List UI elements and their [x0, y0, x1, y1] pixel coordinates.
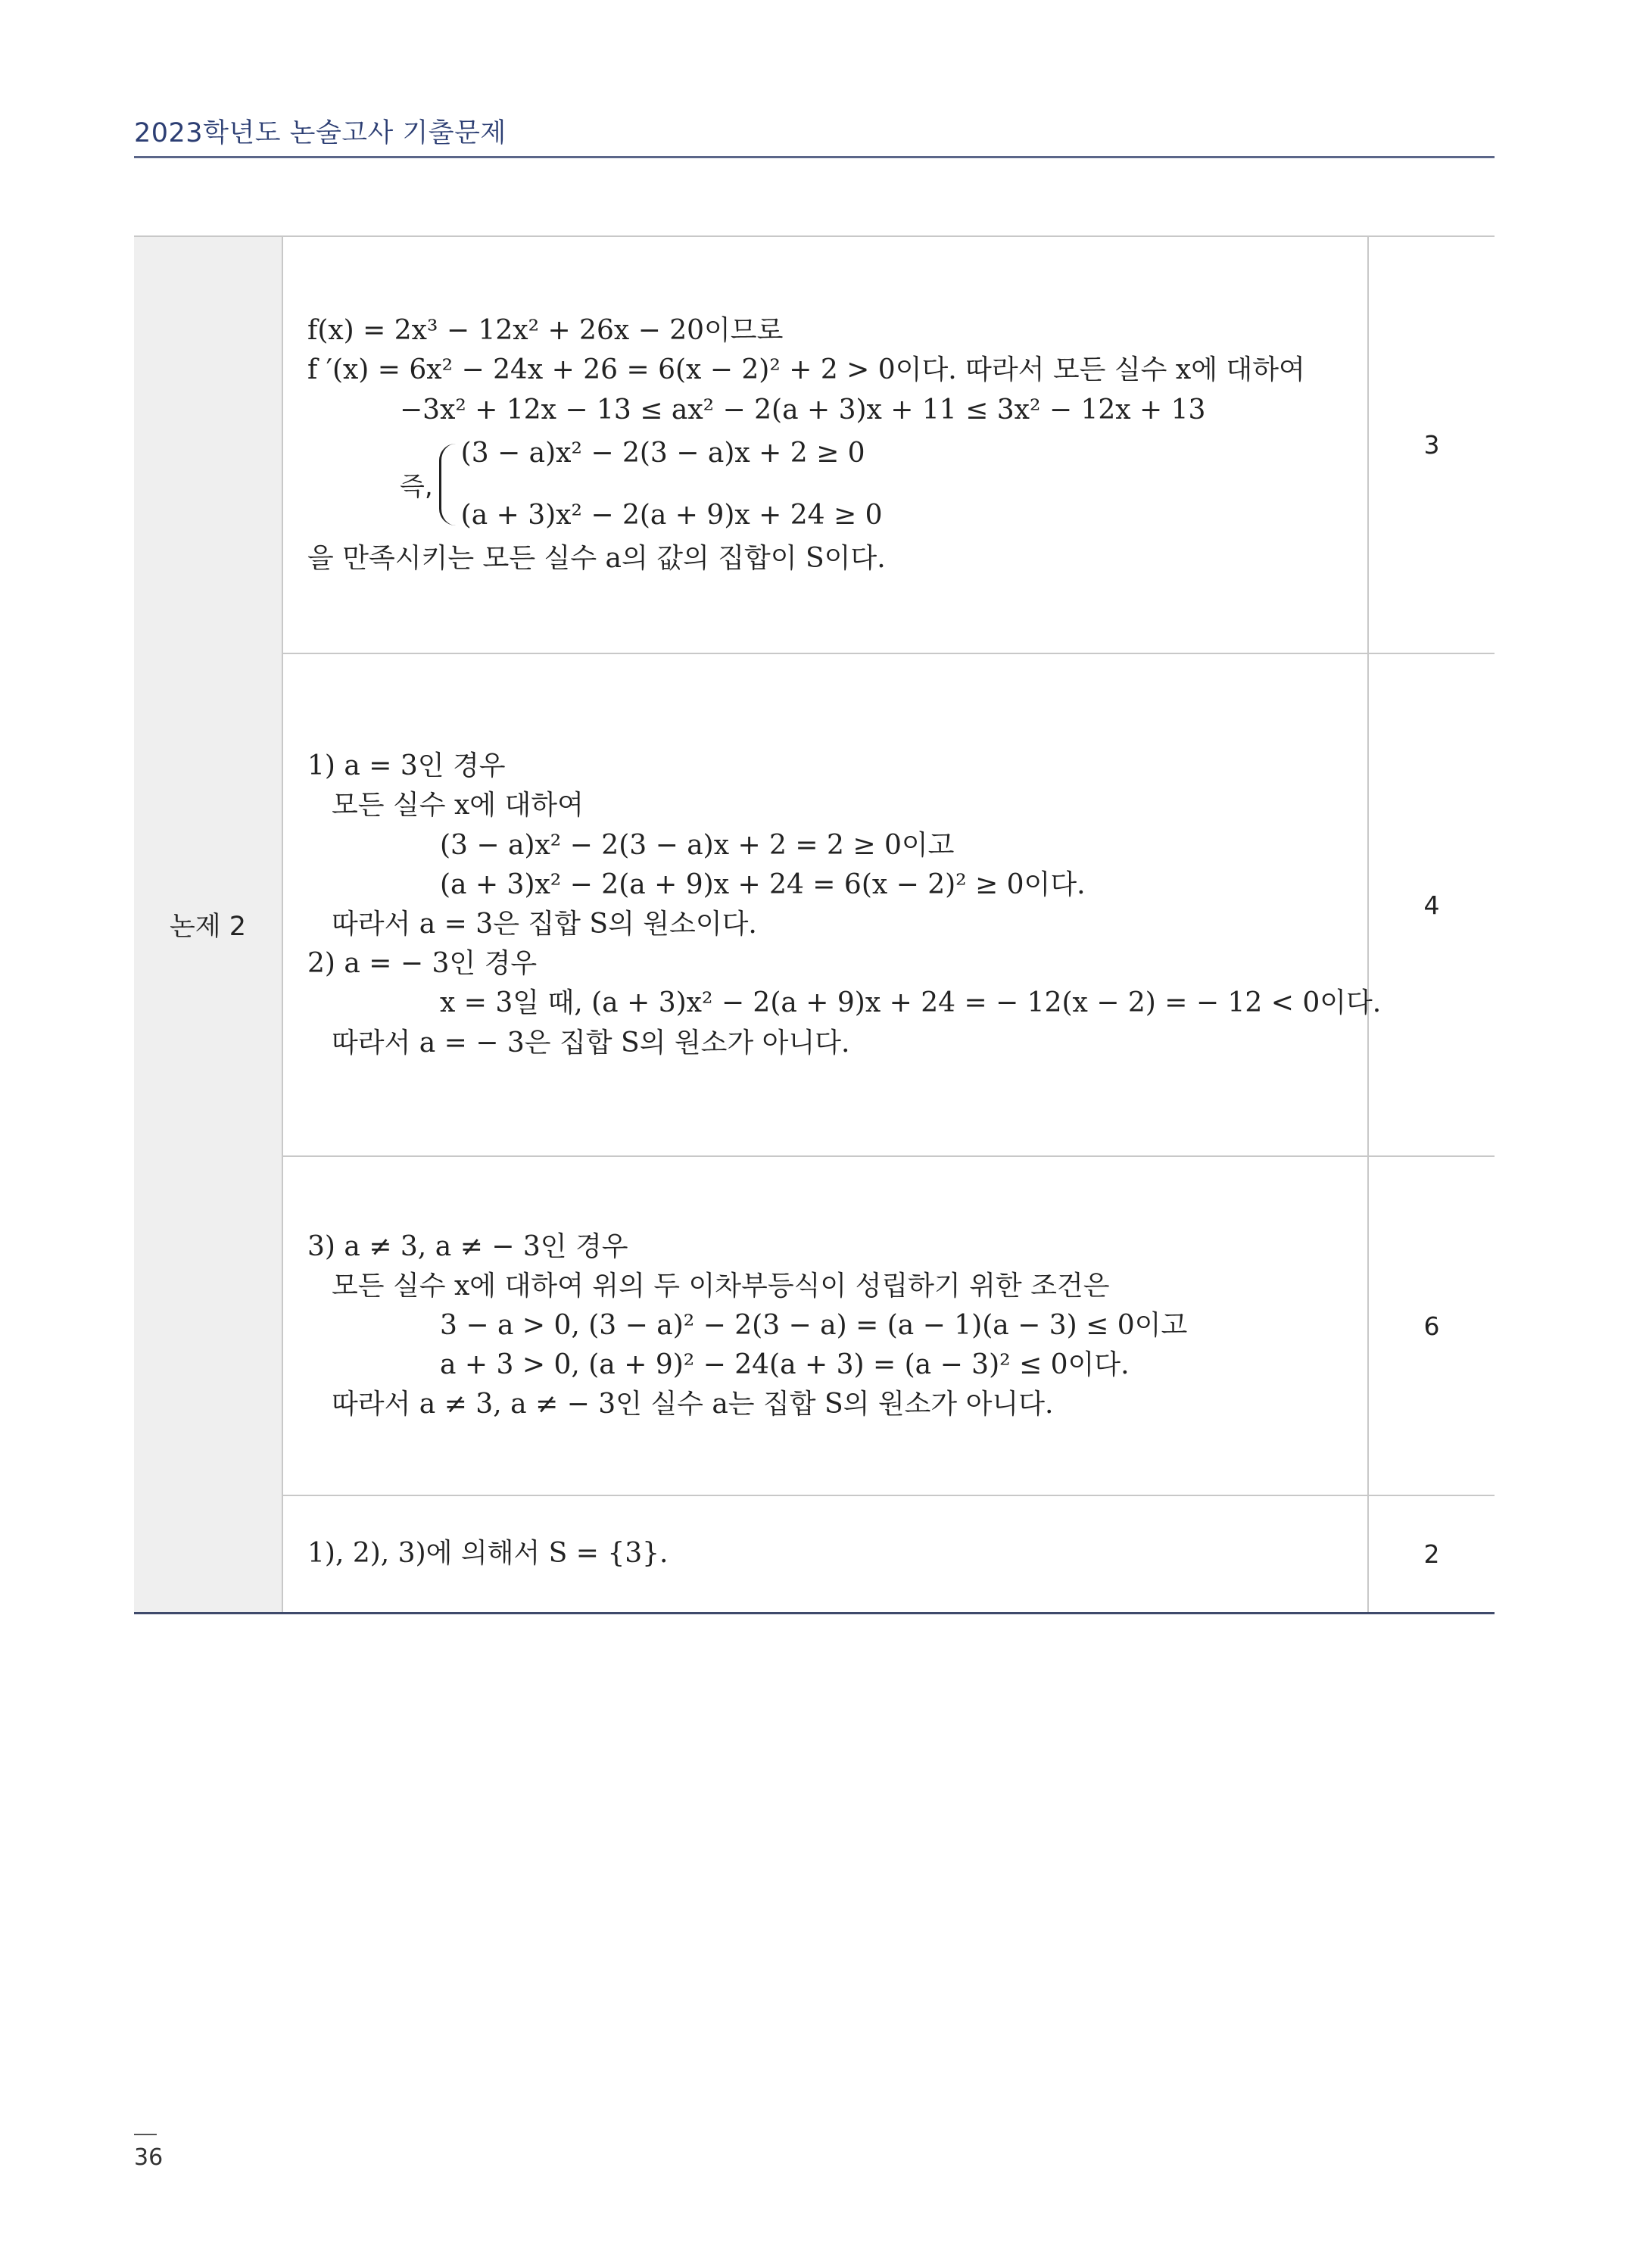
system-prefix: 즉,: [400, 472, 433, 503]
solution-line: a + 3 > 0, (a + 9)² − 24(a + 3) = (a − 3)² ≤ 0이다.: [440, 1349, 1130, 1381]
solution-line: 3 − a > 0, (3 − a)² − 2(3 − a) = (a − 1)(a − 3) ≤ 0이고: [440, 1309, 1188, 1341]
solution-line: f(x) = 2x³ − 12x² + 26x − 20이므로: [307, 315, 784, 347]
solution-line: f ′(x) = 6x² − 24x + 26 = 6(x − 2)² + 2 > 0이다. 따라서 모든 실수 x에 대하여: [307, 354, 1305, 386]
page-number-rule: [134, 2134, 157, 2135]
score-cell: 4: [1368, 653, 1495, 1156]
solution-cell: [282, 1156, 1368, 1495]
solution-line: (a + 3)x² − 2(a + 9)x + 24 = 6(x − 2)² ≥ 0이다.: [440, 868, 1086, 900]
table-row: [134, 1495, 1495, 1613]
solution-line: 모든 실수 x에 대하여 위의 두 이차부등식이 성립하기 위한 조건은: [332, 1270, 1110, 1302]
solution-line: 따라서 a = 3은 집합 S의 원소이다.: [332, 909, 757, 940]
solution-cell: [282, 1495, 1368, 1613]
table-row: [134, 653, 1495, 1156]
table-row: [134, 236, 1495, 653]
solution-line: (3 − a)x² − 2(3 − a)x + 2 ≥ 0: [460, 437, 865, 469]
solution-line: 따라서 a ≠ 3, a ≠ − 3인 실수 a는 집합 S의 원소가 아니다.: [332, 1389, 1054, 1420]
solution-line: −3x² + 12x − 13 ≤ ax² − 2(a + 3)x + 11 ≤ 3x² − 12x + 13: [400, 394, 1206, 426]
table-row: [134, 1156, 1495, 1495]
solution-line: (3 − a)x² − 2(3 − a)x + 2 = 2 ≥ 0이고: [440, 829, 955, 861]
left-brace: [439, 444, 457, 525]
section-label: 논제 2: [134, 236, 282, 1613]
solution-line: 2) a = − 3인 경우: [307, 948, 538, 980]
inequality-system: [307, 433, 1346, 536]
score-cell: 3: [1368, 236, 1495, 653]
solution-line: 을 만족시키는 모든 실수 a의 값의 집합이 S이다.: [307, 542, 886, 574]
page-number: 36: [134, 2144, 164, 2171]
solution-line: (a + 3)x² − 2(a + 9)x + 24 ≥ 0: [460, 499, 883, 531]
solution-cell: [282, 653, 1382, 1156]
solution-line: x = 3일 때, (a + 3)x² − 2(a + 9)x + 24 = − 12(x − 2) = − 12 < 0이다.: [440, 987, 1382, 1019]
running-header: 2023학년도 논술고사 기출문제: [134, 118, 507, 148]
solution-line: 1), 2), 3)에 의해서 S = {3}.: [307, 1538, 669, 1570]
solution-line: 1) a = 3인 경우: [307, 750, 506, 782]
solution-cell: [282, 236, 1368, 653]
solution-line: 모든 실수 x에 대하여: [332, 790, 584, 822]
solution-line: 3) a ≠ 3, a ≠ − 3인 경우: [307, 1230, 628, 1262]
score-cell: 6: [1368, 1156, 1495, 1495]
grading-table: [134, 235, 1495, 1614]
score-cell: 2: [1368, 1495, 1495, 1613]
solution-line: 따라서 a = − 3은 집합 S의 원소가 아니다.: [332, 1027, 850, 1059]
header-divider: [134, 156, 1495, 158]
